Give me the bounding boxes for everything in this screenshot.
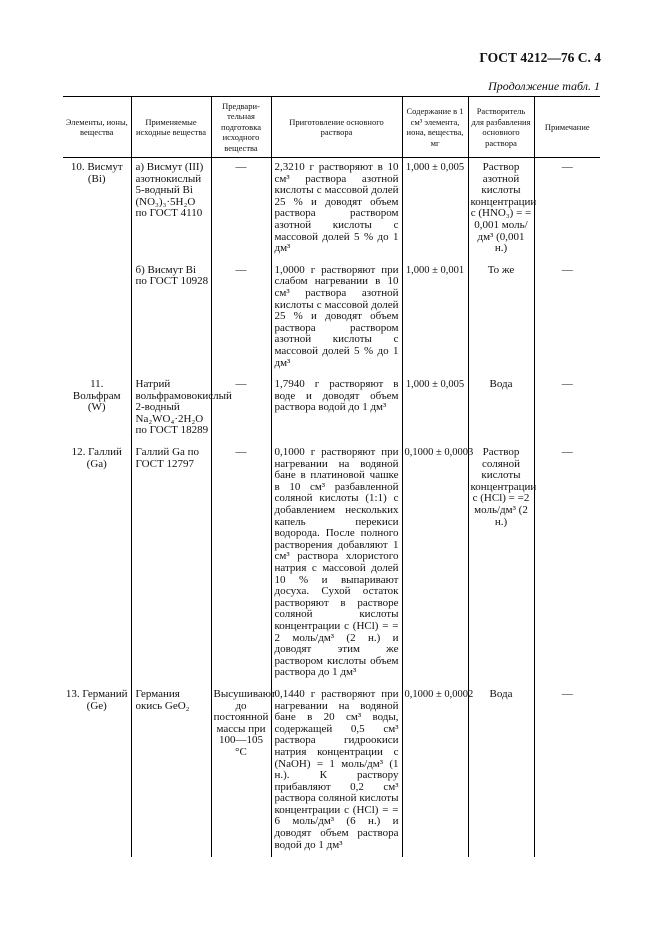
content-cell: 1,000 ± 0,005 bbox=[402, 375, 468, 443]
pre-treatment-cell: — bbox=[211, 261, 271, 375]
column-header: Приготовление основного раствора bbox=[271, 97, 402, 158]
preparation-cell: 2,3210 г растворяют в 10 см³ раствора азотной кислоты с массовой долей 25 % и доводят объем раствора раствором азотной кислоты с массовой долей 5 % до 1 дм³ bbox=[271, 158, 402, 261]
element-cell: 12. Галлий (Ga) bbox=[63, 443, 131, 685]
column-header: Растворитель для разбавления основного раствора bbox=[468, 97, 534, 158]
preparation-cell: 0,1000 г растворяют при нагревании на водяной бане в платиновой чашке в 10 см³ разбавленной соляной кислоты (1:1) с добавлением нескольких капель перекиси водорода. После полного растворения добавляют 1 см³ раствора хлористого натрия с массовой долей 10 % и выпаривают досуха. Сухой остаток растворяют в растворе соляной кислоты концентрации c (HCl) = = 2 моль/дм³ (2 н.) и доводят этим же раствором кислоты объем раствора до 1 дм³ bbox=[271, 443, 402, 685]
table-row bbox=[63, 261, 600, 375]
solvent-cell: Раствор соляной кислоты концентрации c (HCl) = =2 моль/дм³ (2 н.) bbox=[468, 443, 534, 685]
solvent-cell: Вода bbox=[468, 685, 534, 857]
page-header: ГОСТ 4212—76 С. 4 bbox=[479, 50, 601, 65]
reagent-table bbox=[63, 96, 600, 857]
element-cell: 13. Германий (Ge) bbox=[63, 685, 131, 857]
source-substance-cell: а) Висмут (III) азотнокислый 5-водный Bi (NO₃)₃·5H₂O по ГОСТ 4110 bbox=[131, 158, 211, 261]
source-substance-cell: Галлий Ga по ГОСТ 12797 bbox=[131, 443, 211, 685]
pre-treatment-cell: — bbox=[211, 443, 271, 685]
preparation-cell: 1,0000 г растворяют при слабом нагревании в 10 см³ раствора азотной кислоты с массовой долей 25 % и доводят объем раствора раствором азотной кислоты с массовой долей 5 % до 1 дм³ bbox=[271, 261, 402, 375]
table-row bbox=[63, 375, 600, 443]
note-cell: — bbox=[534, 685, 600, 857]
content-cell: 1,000 ± 0,001 bbox=[402, 261, 468, 375]
source-substance-cell: б) Висмут Bi по ГОСТ 10928 bbox=[131, 261, 211, 375]
note-cell: — bbox=[534, 375, 600, 443]
pre-treatment-cell: — bbox=[211, 158, 271, 261]
content-cell: 0,1000 ± 0,0002 bbox=[402, 685, 468, 857]
column-header: Примечание bbox=[534, 97, 600, 158]
note-cell: — bbox=[534, 443, 600, 685]
content-cell: 0,1000 ± 0,0003 bbox=[402, 443, 468, 685]
column-header: Применяемые исходные вещества bbox=[131, 97, 211, 158]
solvent-cell: Вода bbox=[468, 375, 534, 443]
source-substance-cell: Натрий вольфрамовокислый 2-водный Na₂WO₄·2H₂O по ГОСТ 18289 bbox=[131, 375, 211, 443]
preparation-cell: 0,1440 г растворяют при нагревании на водяной бане в 20 см³ воды, содержащей 0,5 см³ раствора гидроокиси натрия концентрации c (NaOH) = 1 моль/дм³ (1 н.). К раствору прибавляют 0,2 см³ раствора соляной кислоты концентрации c (HCl) = = 6 моль/дм³ (6 н.) и доводят объем раствора водой до 1 дм³ bbox=[271, 685, 402, 857]
pre-treatment-cell: — bbox=[211, 375, 271, 443]
table-row bbox=[63, 158, 600, 261]
source-substance-cell: Германия окись GeO₂ bbox=[131, 685, 211, 857]
note-cell: — bbox=[534, 158, 600, 261]
solvent-cell: То же bbox=[468, 261, 534, 375]
content-cell: 1,000 ± 0,005 bbox=[402, 158, 468, 261]
table-row bbox=[63, 443, 600, 685]
preparation-cell: 1,7940 г растворяют в воде и доводят объем раствора водой до 1 дм³ bbox=[271, 375, 402, 443]
table-continuation-label: Продолжение табл. 1 bbox=[488, 79, 600, 93]
solvent-cell: Раствор азотной кислоты концентрации c (HNO₃) = = 0,001 моль/дм³ (0,001 н.) bbox=[468, 158, 534, 261]
table-header-row bbox=[63, 97, 600, 158]
column-header: Элементы, ионы, вещества bbox=[63, 97, 131, 158]
element-cell: 11. Вольфрам (W) bbox=[63, 375, 131, 443]
element-cell: 10. Висмут (Bi) bbox=[63, 158, 131, 261]
pre-treatment-cell: Высушивают до постоянной массы при 100—105 °С bbox=[211, 685, 271, 857]
column-header: Содержание в 1 см³ элемента, иона, вещества, мг bbox=[402, 97, 468, 158]
column-header: Предвари-тельная подготовка исходного вещества bbox=[211, 97, 271, 158]
note-cell: — bbox=[534, 261, 600, 375]
table-row bbox=[63, 685, 600, 857]
element-cell bbox=[63, 261, 131, 375]
